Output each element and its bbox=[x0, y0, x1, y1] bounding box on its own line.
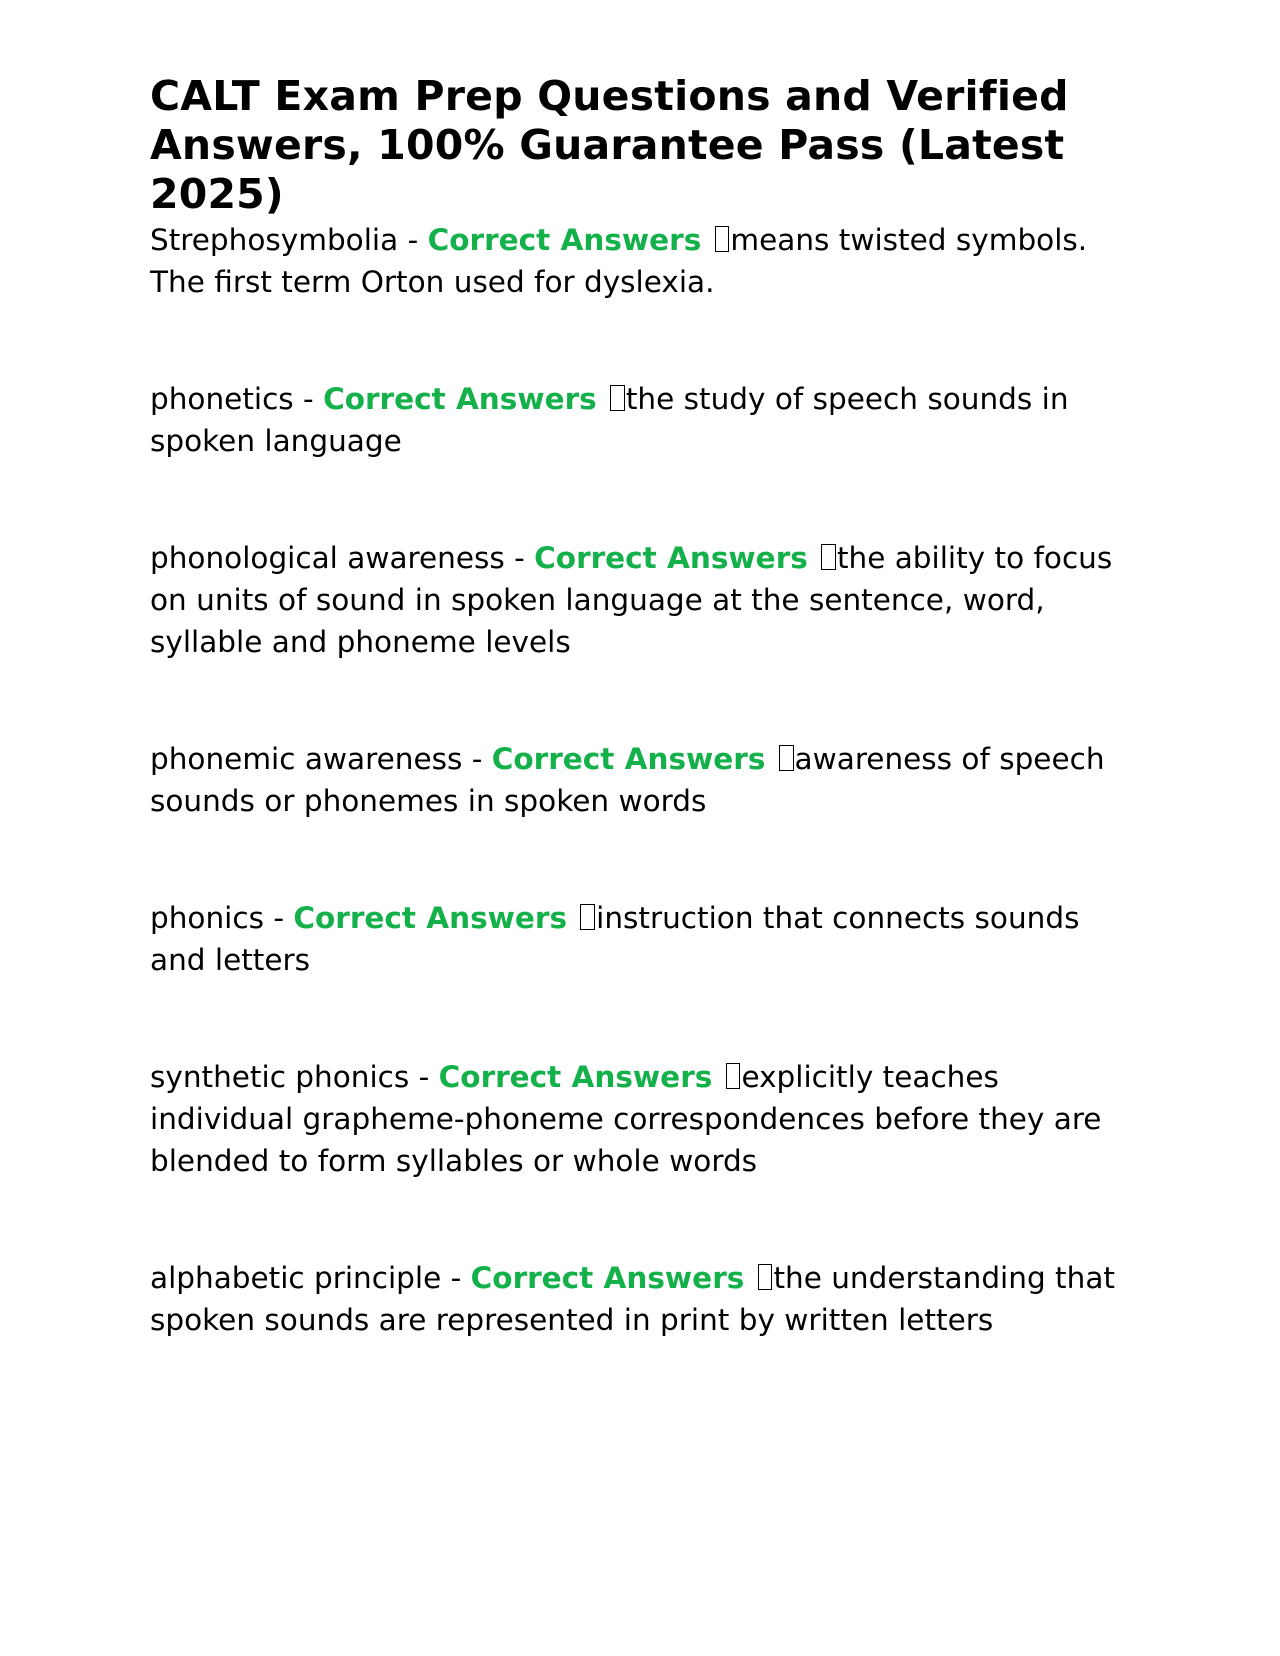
entry-term: alphabetic principle bbox=[150, 1261, 442, 1295]
missing-glyph-icon bbox=[726, 1063, 741, 1090]
entry-separator: - bbox=[409, 1060, 439, 1094]
entry-definition: the ability to focus on units of sound in spoken language at the sentence, word, syllable and phoneme levels bbox=[150, 541, 1113, 659]
entry-definition: means twisted symbols. The first term Orton used for dyslexia. bbox=[150, 223, 1088, 299]
missing-glyph-icon bbox=[779, 745, 794, 772]
correct-answers-label: Correct Answers bbox=[491, 742, 766, 776]
entry-separator: - bbox=[398, 223, 428, 257]
entry-definition: instruction that connects sounds and letters bbox=[150, 901, 1080, 977]
qa-entry bbox=[150, 1056, 1140, 1182]
qa-entry bbox=[150, 897, 1140, 981]
entry-term: phonemic awareness bbox=[150, 742, 463, 776]
missing-glyph-icon bbox=[758, 1264, 773, 1291]
entry-separator: - bbox=[441, 1261, 471, 1295]
missing-glyph-icon bbox=[715, 226, 730, 253]
correct-answers-label: Correct Answers bbox=[534, 541, 808, 575]
entry-definition: explicitly teaches individual grapheme-phoneme correspondences before they are blended to form syllables or whole words bbox=[150, 1060, 1102, 1178]
qa-list bbox=[150, 219, 1140, 1341]
qa-entry bbox=[150, 378, 1140, 462]
entry-term: Strephosymbolia bbox=[150, 223, 399, 257]
entry-term: phonics bbox=[150, 901, 264, 935]
qa-entry bbox=[150, 219, 1140, 303]
entry-definition: awareness of speech sounds or phonemes in spoken words bbox=[150, 742, 1105, 818]
missing-glyph-icon bbox=[821, 544, 836, 571]
correct-answers-label: Correct Answers bbox=[427, 223, 702, 257]
document-title: CALT Exam Prep Questions and Verified Answers, 100% Guarantee Pass (Latest 2025) bbox=[150, 72, 1069, 218]
correct-answers-label: Correct Answers bbox=[470, 1261, 745, 1295]
entry-term: phonological awareness bbox=[150, 541, 505, 575]
qa-entry bbox=[150, 537, 1140, 663]
entry-term: synthetic phonics bbox=[150, 1060, 410, 1094]
missing-glyph-icon bbox=[610, 385, 625, 412]
qa-entry bbox=[150, 738, 1140, 822]
qa-entry bbox=[150, 1257, 1140, 1341]
correct-answers-label: Correct Answers bbox=[293, 901, 567, 935]
entry-term: phonetics bbox=[150, 382, 294, 416]
entry-separator: - bbox=[462, 742, 492, 776]
document-page bbox=[150, 72, 1140, 1341]
entry-separator: - bbox=[263, 901, 294, 935]
entry-separator: - bbox=[504, 541, 535, 575]
correct-answers-label: Correct Answers bbox=[438, 1060, 713, 1094]
missing-glyph-icon bbox=[580, 904, 595, 931]
entry-separator: - bbox=[293, 382, 324, 416]
correct-answers-label: Correct Answers bbox=[323, 382, 597, 416]
entry-definition: the understanding that spoken sounds are represented in print by written letters bbox=[150, 1261, 1115, 1337]
entry-definition: the study of speech sounds in spoken language bbox=[150, 382, 1069, 458]
